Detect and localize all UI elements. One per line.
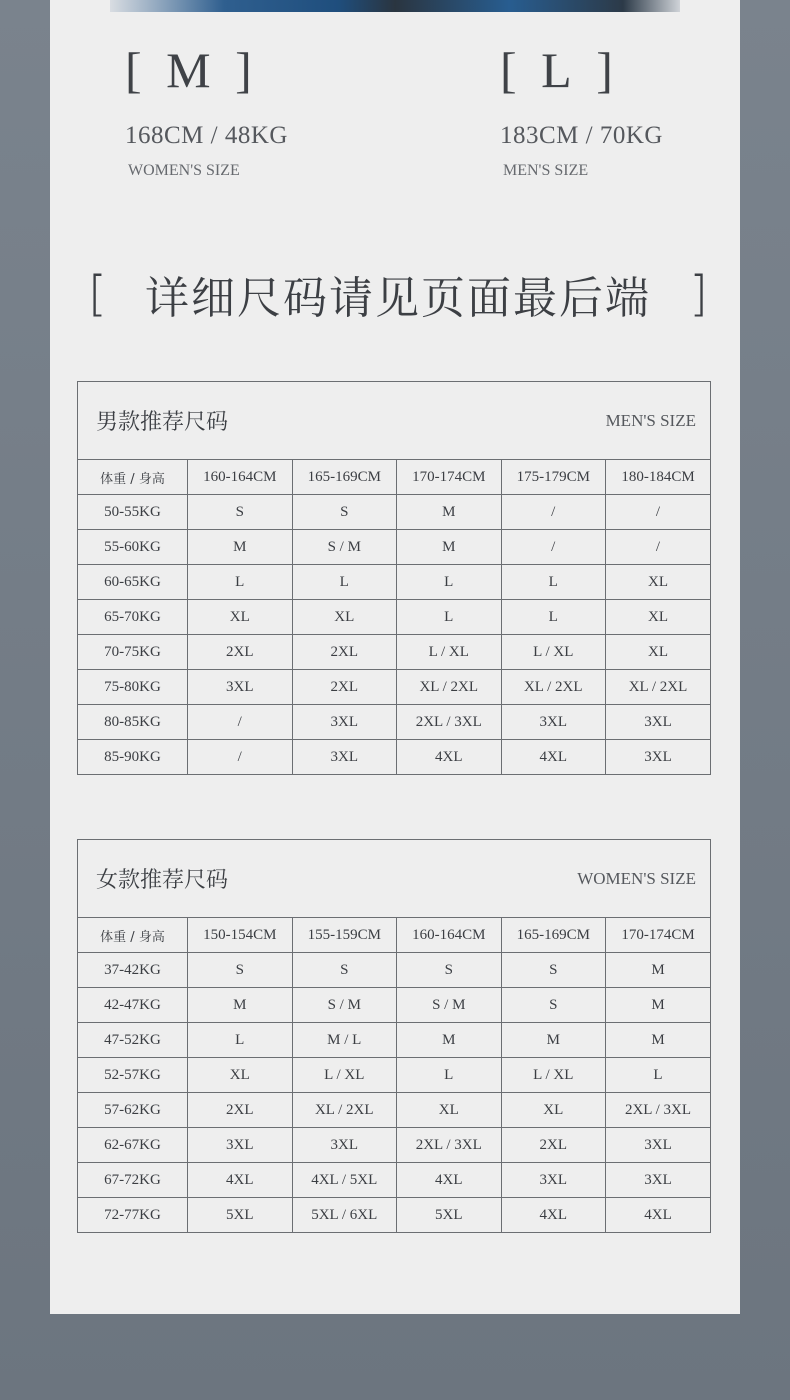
table-row (78, 600, 710, 635)
height-header-cell: 180-184CM (606, 460, 711, 495)
size-cell: / (188, 705, 293, 740)
size-cell: 4XL (188, 1163, 293, 1198)
size-cell: 3XL (292, 740, 397, 775)
size-cell: M (606, 1023, 711, 1058)
women-size-chart (77, 839, 711, 1233)
size-letter: M (166, 42, 217, 98)
size-cell: M (397, 530, 502, 565)
size-cell: L (188, 1023, 293, 1058)
model-info-men (500, 40, 663, 180)
size-cell: 2XL (188, 1093, 293, 1128)
size-cell: 4XL (397, 740, 502, 775)
size-tag-l: [ L ] (500, 42, 619, 98)
size-cell: S (292, 953, 397, 988)
table-row (78, 1198, 710, 1233)
size-cell: 2XL (292, 635, 397, 670)
table-row (78, 495, 710, 530)
size-cell: S (188, 495, 293, 530)
table-header-row (78, 460, 710, 495)
size-tag-m: [ M ] (125, 42, 258, 98)
table-row (78, 565, 710, 600)
height-header-cell: 175-179CM (501, 460, 606, 495)
size-cell: 4XL / 5XL (292, 1163, 397, 1198)
chart-header (78, 840, 710, 918)
size-cell: 2XL (292, 670, 397, 705)
height-header-cell: 170-174CM (397, 460, 502, 495)
height-header-cell: 165-169CM (501, 918, 606, 953)
corner-header-cell: 体重 / 身高 (78, 918, 188, 953)
size-cell: XL (188, 600, 293, 635)
size-cell: XL (501, 1093, 606, 1128)
size-cell: 3XL (606, 1128, 711, 1163)
size-cell: XL (606, 635, 711, 670)
chart-title-cn: 男款推荐尺码 (96, 410, 229, 435)
size-cell: L (397, 600, 502, 635)
size-cell: 4XL (606, 1198, 711, 1233)
table-header-row (78, 918, 710, 953)
size-cell: M / L (292, 1023, 397, 1058)
size-cell: 2XL (501, 1128, 606, 1163)
weight-cell: 62-67KG (78, 1128, 188, 1163)
model-measurement: 183CM / 70KG (500, 122, 663, 149)
size-cell: L (292, 565, 397, 600)
weight-cell: 70-75KG (78, 635, 188, 670)
size-table (78, 918, 710, 1232)
size-cell: XL / 2XL (397, 670, 502, 705)
size-cell: XL / 2XL (292, 1093, 397, 1128)
table-row (78, 1163, 710, 1198)
table-row (78, 530, 710, 565)
size-cell: M (606, 953, 711, 988)
size-cell: L / XL (397, 635, 502, 670)
size-cell: 3XL (188, 1128, 293, 1163)
size-cell: XL (606, 600, 711, 635)
size-cell: / (501, 495, 606, 530)
size-cell: L (501, 565, 606, 600)
weight-cell: 57-62KG (78, 1093, 188, 1128)
weight-cell: 37-42KG (78, 953, 188, 988)
chart-title-cn: 女款推荐尺码 (96, 868, 229, 893)
table-row (78, 953, 710, 988)
table-row (78, 1128, 710, 1163)
content-panel (50, 0, 740, 1314)
chart-title-en: MEN'S SIZE (605, 410, 696, 430)
size-cell: 2XL / 3XL (397, 705, 502, 740)
size-letter: L (541, 42, 578, 98)
size-cell: M (606, 988, 711, 1023)
size-cell: 5XL (188, 1198, 293, 1233)
table-row (78, 740, 710, 775)
size-cell: L (397, 565, 502, 600)
size-cell: XL (292, 600, 397, 635)
height-header-cell: 155-159CM (292, 918, 397, 953)
size-cell: M (501, 1023, 606, 1058)
size-cell: 5XL / 6XL (292, 1198, 397, 1233)
size-cell: 2XL / 3XL (606, 1093, 711, 1128)
size-cell: S / M (292, 988, 397, 1023)
size-cell: S / M (292, 530, 397, 565)
size-cell: L (188, 565, 293, 600)
size-cell: 3XL (292, 1128, 397, 1163)
size-cell: 3XL (606, 705, 711, 740)
size-cell: 4XL (501, 1198, 606, 1233)
size-cell: 2XL / 3XL (397, 1128, 502, 1163)
size-cell: / (606, 530, 711, 565)
table-row (78, 1093, 710, 1128)
note-text: 详细尺码请见页面最后端 (145, 273, 651, 324)
size-cell: 2XL (188, 635, 293, 670)
weight-cell: 75-80KG (78, 670, 188, 705)
model-info-women (125, 40, 288, 180)
chart-title-en: WOMEN'S SIZE (577, 868, 696, 888)
size-cell: M (397, 1023, 502, 1058)
size-cell: 3XL (501, 705, 606, 740)
size-cell: L / XL (501, 1058, 606, 1093)
size-cell: XL / 2XL (606, 670, 711, 705)
men-size-chart (77, 381, 711, 775)
size-cell: S (397, 953, 502, 988)
size-cell: S (501, 953, 606, 988)
table-row (78, 1023, 710, 1058)
size-cell: S (292, 495, 397, 530)
weight-cell: 55-60KG (78, 530, 188, 565)
size-cell: L / XL (292, 1058, 397, 1093)
weight-cell: 60-65KG (78, 565, 188, 600)
weight-cell: 65-70KG (78, 600, 188, 635)
model-size-label: WOMEN'S SIZE (128, 162, 240, 179)
table-row (78, 635, 710, 670)
size-cell: S (501, 988, 606, 1023)
table-row (78, 705, 710, 740)
weight-cell: 47-52KG (78, 1023, 188, 1058)
size-cell: M (188, 530, 293, 565)
size-cell: XL (606, 565, 711, 600)
size-cell: L / XL (501, 635, 606, 670)
height-header-cell: 160-164CM (397, 918, 502, 953)
weight-cell: 85-90KG (78, 740, 188, 775)
size-cell: 4XL (397, 1163, 502, 1198)
bracket-open: [ (88, 266, 107, 322)
height-header-cell: 170-174CM (606, 918, 711, 953)
size-cell: XL (397, 1093, 502, 1128)
weight-cell: 80-85KG (78, 705, 188, 740)
size-cell: / (188, 740, 293, 775)
size-cell: S / M (397, 988, 502, 1023)
size-cell: M (188, 988, 293, 1023)
size-cell: 3XL (501, 1163, 606, 1198)
weight-cell: 42-47KG (78, 988, 188, 1023)
weight-cell: 52-57KG (78, 1058, 188, 1093)
model-measurement: 168CM / 48KG (125, 122, 288, 149)
table-row (78, 988, 710, 1023)
bracket-close: ] (689, 266, 708, 322)
chart-header (78, 382, 710, 460)
size-cell: 3XL (292, 705, 397, 740)
size-cell: / (606, 495, 711, 530)
weight-cell: 72-77KG (78, 1198, 188, 1233)
table-row (78, 1058, 710, 1093)
model-size-label: MEN'S SIZE (503, 162, 589, 179)
size-cell: L (606, 1058, 711, 1093)
size-cell: 3XL (606, 740, 711, 775)
weight-cell: 67-72KG (78, 1163, 188, 1198)
size-cell: XL / 2XL (501, 670, 606, 705)
height-header-cell: 150-154CM (188, 918, 293, 953)
corner-header-cell: 体重 / 身高 (78, 460, 188, 495)
size-cell: 3XL (188, 670, 293, 705)
size-cell: L (397, 1058, 502, 1093)
size-cell: M (397, 495, 502, 530)
size-table (78, 460, 710, 774)
size-cell: 4XL (501, 740, 606, 775)
weight-cell: 50-55KG (78, 495, 188, 530)
size-cell: 3XL (606, 1163, 711, 1198)
size-cell: S (188, 953, 293, 988)
table-row (78, 670, 710, 705)
size-note-heading (88, 262, 708, 326)
size-cell: L (501, 600, 606, 635)
size-cell: 5XL (397, 1198, 502, 1233)
size-cell: XL (188, 1058, 293, 1093)
model-photo-bottom-edge (110, 0, 680, 12)
size-cell: / (501, 530, 606, 565)
height-header-cell: 160-164CM (188, 460, 293, 495)
height-header-cell: 165-169CM (292, 460, 397, 495)
